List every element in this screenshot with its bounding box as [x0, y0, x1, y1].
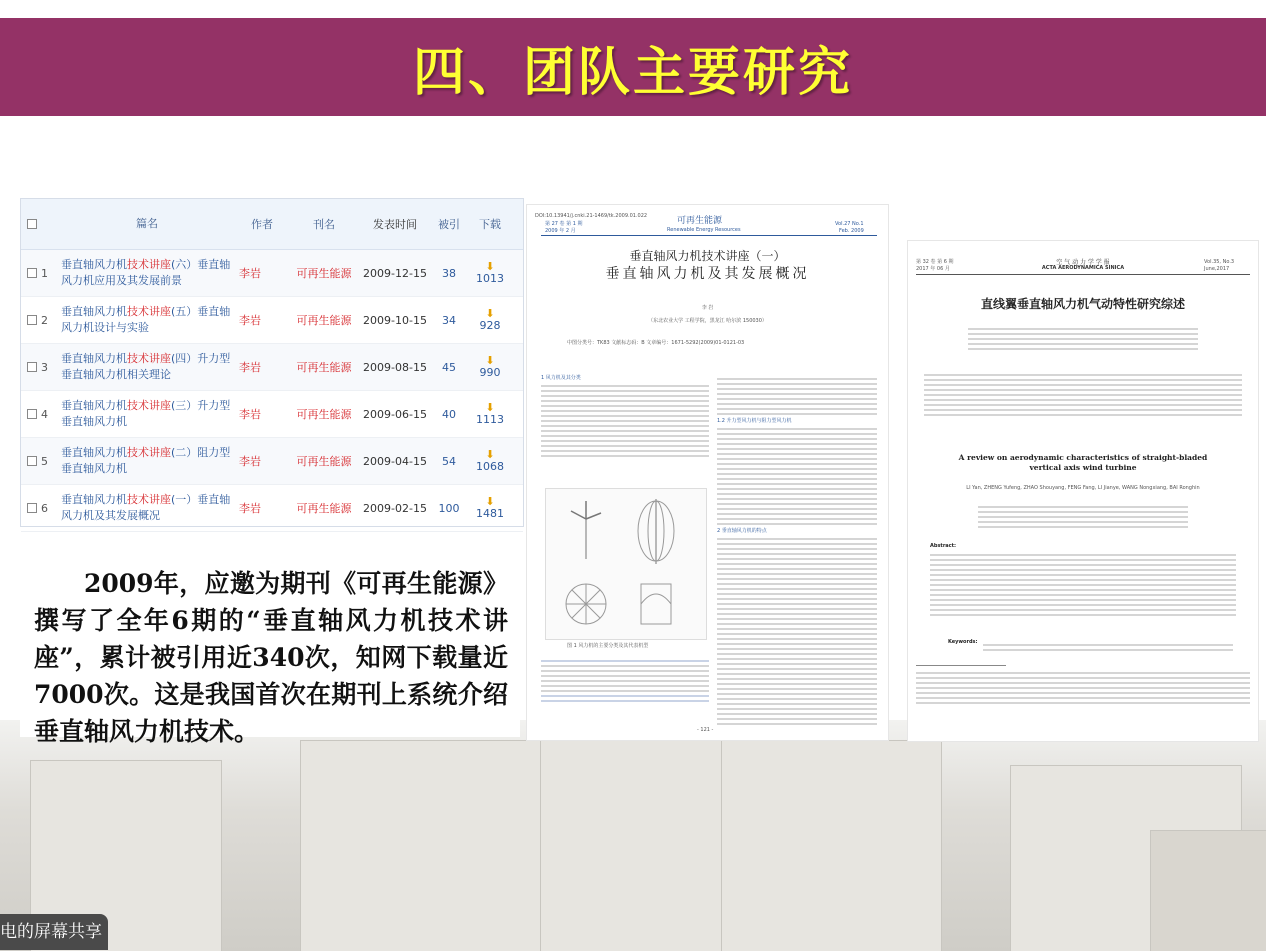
campus-background-image	[0, 720, 1266, 951]
download-count: 1481	[476, 507, 504, 520]
paper1-sec3: 2 垂直轴风力机的特点	[717, 528, 767, 534]
table-row	[21, 485, 523, 532]
summary-textbox	[20, 557, 520, 746]
article-table	[20, 198, 524, 527]
header-journal[interactable]: 刊名	[313, 218, 335, 231]
paper1-issue: 第 27 卷 第 1 期	[545, 221, 583, 227]
author-link[interactable]: 李岩	[239, 267, 261, 280]
paper2-title-en: A review on aerodynamic characteristics of straight-bladed vertical axis wind turbine	[958, 453, 1208, 472]
slide-title: 四、团队主要研究	[412, 42, 853, 103]
paper2-title-cn: 直线翼垂直轴风力机气动特性研究综述	[980, 297, 1185, 311]
paper2-keywords-label: Keywords:	[948, 639, 978, 645]
article-title-link[interactable]: 垂直轴风力机技术讲座(一）垂直轴风力机及其发展概况	[61, 493, 231, 522]
select-all-checkbox[interactable]	[27, 219, 37, 229]
row-checkbox[interactable]	[27, 456, 37, 466]
header-date[interactable]: 发表时间	[373, 218, 417, 231]
paper2-issue: 第 32 卷 第 6 期 2017 年 06 月	[916, 259, 954, 272]
paper2-journal-cn: 空 气 动 力 学 学 报	[1056, 259, 1110, 266]
article-title-link[interactable]: 垂直轴风力机技术讲座(四）升力型垂直轴风力机相关理论	[61, 352, 231, 381]
paper1-doi: DOI:10.13941/j.cnki.21-1469/tk.2009.01.022	[535, 213, 648, 219]
row-number: 3	[41, 360, 48, 374]
publish-date: 2009-08-15	[363, 360, 427, 374]
download-count: 1113	[476, 413, 504, 426]
citation-count[interactable]: 100	[438, 501, 460, 515]
article-title-link[interactable]: 垂直轴风力机技术讲座(五）垂直轴风力机设计与实验	[61, 305, 231, 334]
table-row	[21, 344, 523, 391]
download-count: 1013	[476, 272, 504, 285]
header-download[interactable]: 下载	[479, 218, 501, 231]
header-title[interactable]: 篇名	[136, 217, 158, 230]
summary-text: 2009年，应邀为期刊《可再生能源》撰写了全年6期的“垂直轴风力机技术讲座”，累计被引用近340次，知网下载量近7000次。这是我国首次在期刊上系统介绍垂直轴风力机技术。	[34, 569, 508, 746]
row-checkbox[interactable]	[27, 268, 37, 278]
paper-image-lecture	[526, 204, 889, 741]
row-number: 4	[41, 407, 48, 421]
citation-count[interactable]: 40	[442, 407, 456, 421]
journal-link[interactable]: 可再生能源	[296, 408, 352, 421]
journal-link[interactable]: 可再生能源	[296, 314, 352, 327]
paper1-page: - 121 -	[697, 727, 714, 733]
article-title-link[interactable]: 垂直轴风力机技术讲座(二）阻力型垂直轴风力机	[61, 446, 231, 475]
table-header	[21, 199, 523, 250]
paper1-classno: 中图分类号：TK83 文献标志码：B 文章编号：1671-5292(2009)01-0121-03	[567, 340, 745, 346]
title-bar	[0, 18, 1266, 116]
journal-link[interactable]: 可再生能源	[296, 361, 352, 374]
author-link[interactable]: 李岩	[239, 361, 261, 374]
author-link[interactable]: 李岩	[239, 502, 261, 515]
paper1-fig-caption: 图 1 风力机的主要分类及其代表机型	[567, 643, 649, 649]
download-icon[interactable]: ⬇	[485, 401, 495, 414]
table-row	[21, 297, 523, 344]
paper2-vol: Vol.35, No.3 June,2017	[1204, 259, 1235, 272]
download-icon[interactable]: ⬇	[485, 495, 495, 508]
row-checkbox[interactable]	[27, 503, 37, 513]
paper1-affil: （东北农业大学 工程学院，黑龙江 哈尔滨 150030）	[648, 318, 767, 324]
download-cell[interactable]	[465, 261, 515, 285]
citation-count[interactable]: 34	[442, 313, 456, 327]
row-number: 1	[41, 266, 48, 280]
paper1-date-en: Feb. 2009	[839, 228, 864, 234]
article-title-link[interactable]: 垂直轴风力机技术讲座(三）升力型垂直轴风力机	[61, 399, 231, 428]
article-title-link[interactable]: 垂直轴风力机技术讲座(六）垂直轴风力机应用及其发展前景	[61, 258, 231, 287]
publish-date: 2009-10-15	[363, 313, 427, 327]
publish-date: 2009-12-15	[363, 266, 427, 280]
download-cell[interactable]	[465, 449, 515, 473]
screen-share-indicator[interactable]: 电的屏幕共享	[0, 914, 108, 950]
table-row	[21, 391, 523, 438]
paper2-journal-en: ACTA AERODYNAMICA SINICA	[1041, 265, 1125, 271]
author-link[interactable]: 李岩	[239, 455, 261, 468]
paper1-turbine-figure	[545, 488, 707, 640]
header-author[interactable]: 作者	[251, 218, 273, 231]
download-count: 1068	[476, 460, 504, 473]
download-cell[interactable]	[465, 308, 515, 332]
row-checkbox[interactable]	[27, 362, 37, 372]
row-number: 5	[41, 454, 48, 468]
paper1-title2: 垂直轴风力机及其发展概况	[605, 266, 810, 282]
author-link[interactable]: 李岩	[239, 314, 261, 327]
row-number: 2	[41, 313, 48, 327]
download-count: 928	[479, 319, 501, 332]
citation-count[interactable]: 54	[442, 454, 456, 468]
publish-date: 2009-04-15	[363, 454, 427, 468]
paper1-sec2: 1.2 升力型风力机与阻力型风力机	[717, 418, 792, 424]
table-row	[21, 438, 523, 485]
journal-link[interactable]: 可再生能源	[296, 502, 352, 515]
citation-count[interactable]: 38	[442, 266, 456, 280]
paper1-sec1: 1 风力机及其分类	[541, 375, 581, 381]
paper1-journal-en: Renewable Energy Resources	[667, 227, 741, 233]
top-strip	[0, 0, 1266, 18]
table-row	[21, 250, 523, 297]
download-cell[interactable]	[465, 402, 515, 426]
author-link[interactable]: 李岩	[239, 408, 261, 421]
row-checkbox[interactable]	[27, 315, 37, 325]
citation-count[interactable]: 45	[442, 360, 456, 374]
download-count: 990	[479, 366, 501, 379]
paper1-author: 李 岩	[701, 305, 714, 311]
publish-date: 2009-02-15	[363, 501, 427, 515]
paper-image-review	[907, 240, 1259, 742]
paper2-abstract-label: Abstract:	[930, 543, 957, 549]
journal-link[interactable]: 可再生能源	[296, 455, 352, 468]
paper1-date-cn: 2009 年 2 月	[545, 228, 576, 234]
download-icon[interactable]: ⬇	[485, 260, 495, 273]
paper2-authors-en: LI Yan, ZHENG Yufeng, ZHAO Shouyang, FENG Fang, LI Jianye, WANG Nongxiang, BAI Ronghin	[966, 485, 1200, 491]
row-number: 6	[41, 501, 48, 515]
download-icon[interactable]: ⬇	[485, 307, 495, 320]
download-cell[interactable]	[465, 496, 515, 520]
paper1-title1: 垂直轴风力机技术讲座（一）	[629, 249, 786, 263]
download-cell[interactable]	[465, 355, 515, 379]
paper1-journal-cn: 可再生能源	[677, 216, 723, 226]
download-icon[interactable]: ⬇	[485, 448, 495, 461]
publish-date: 2009-06-15	[363, 407, 427, 421]
header-cited[interactable]: 被引	[438, 218, 460, 231]
paper1-vol: Vol.27 No.1	[835, 221, 864, 227]
journal-link[interactable]: 可再生能源	[296, 267, 352, 280]
download-icon[interactable]: ⬇	[485, 354, 495, 367]
row-checkbox[interactable]	[27, 409, 37, 419]
